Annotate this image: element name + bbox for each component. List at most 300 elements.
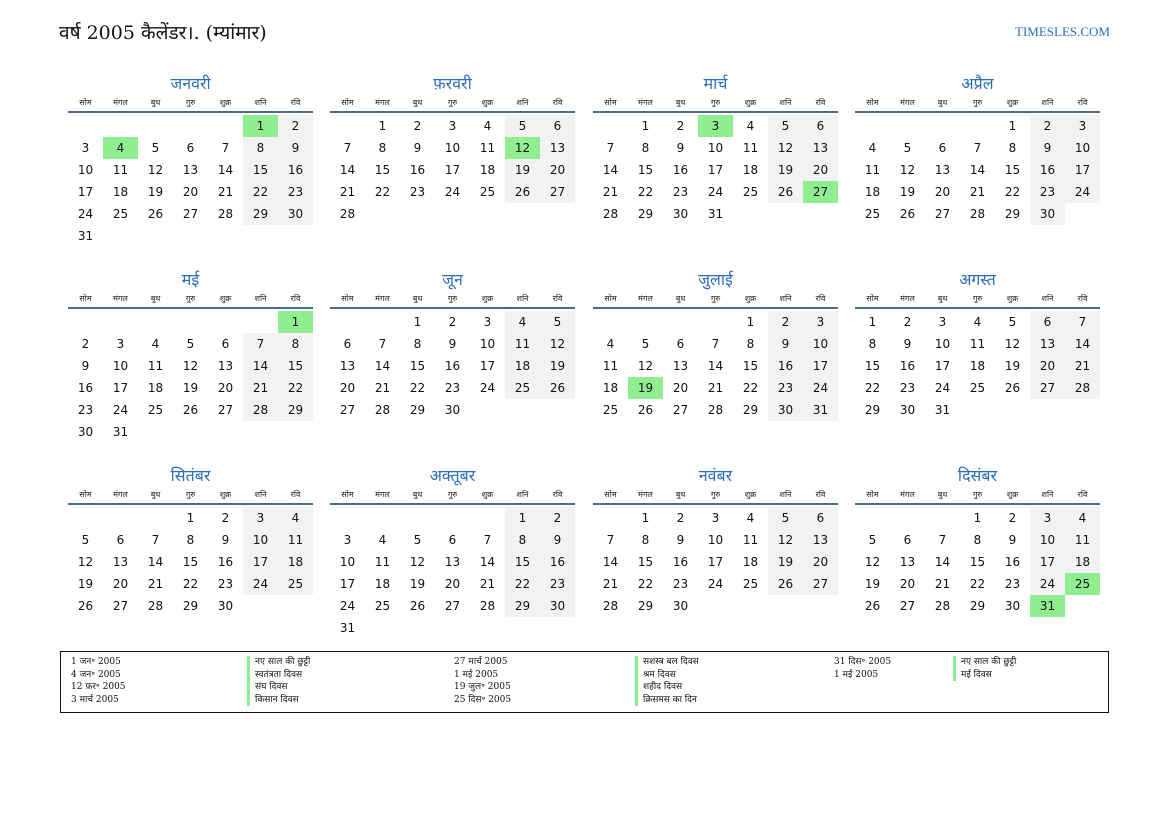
day-cell[interactable]: 23 [409,185,426,199]
day-cell[interactable]: 19 [864,577,881,591]
day-cell[interactable]: 15 [969,555,986,569]
day-cell[interactable]: 13 [112,555,129,569]
day-cell[interactable]: 6 [1030,311,1065,333]
day-cell[interactable]: 10 [243,529,278,551]
day-cell[interactable]: 4 [278,507,313,529]
day-cell[interactable]: 20 [182,185,199,199]
day-cell[interactable]: 18 [742,555,759,569]
day-cell[interactable]: 13 [444,555,461,569]
day-cell[interactable]: 29 [637,599,654,613]
day-cell[interactable]: 5 [1008,315,1017,329]
day-cell[interactable]: 3 [343,533,352,547]
day-cell[interactable]: 7 [483,533,492,547]
day-cell[interactable]: 29 [1004,207,1021,221]
day-cell[interactable]: 27 [803,573,838,595]
day-cell[interactable]: 26 [637,403,654,417]
day-cell[interactable]: 23 [217,577,234,591]
day-cell[interactable]: 8 [505,529,540,551]
day-cell[interactable]: 14 [243,355,278,377]
day-cell[interactable]: 15 [182,555,199,569]
day-cell[interactable]: 21 [707,381,724,395]
day-cell[interactable]: 14 [479,555,496,569]
day-cell[interactable]: 20 [112,577,129,591]
day-cell[interactable]: 19 [768,159,803,181]
day-cell[interactable]: 6 [938,141,947,155]
day-cell[interactable]: 5 [868,533,877,547]
day-cell[interactable]: 11 [479,141,496,155]
day-cell[interactable]: 2 [903,315,912,329]
day-cell[interactable]: 19 [182,381,199,395]
day-cell[interactable]: 11 [602,359,619,373]
day-cell[interactable]: 30 [899,403,916,417]
day-cell[interactable]: 27 [1030,377,1065,399]
day-cell[interactable]: 21 [243,377,278,399]
day-cell[interactable]: 24 [707,185,724,199]
day-cell[interactable]: 5 [768,115,803,137]
day-cell[interactable]: 13 [934,163,951,177]
day-cell[interactable]: 13 [217,359,234,373]
day-cell[interactable]: 18 [602,381,619,395]
day-cell[interactable]: 16 [672,555,689,569]
day-cell[interactable]: 23 [444,381,461,395]
day-cell[interactable]: 10 [112,359,129,373]
day-cell[interactable]: 29 [969,599,986,613]
day-cell[interactable]: 6 [221,337,230,351]
day-cell[interactable]: 4 [606,337,615,351]
day-cell[interactable]: 25 [147,403,164,417]
day-cell[interactable]: 23 [1030,181,1065,203]
day-cell[interactable]: 12 [505,137,540,159]
day-cell[interactable]: 18 [479,163,496,177]
day-cell[interactable]: 3 [81,141,90,155]
day-cell[interactable]: 18 [969,359,986,373]
day-cell[interactable]: 11 [505,333,540,355]
day-cell[interactable]: 10 [803,333,838,355]
day-cell[interactable]: 6 [540,115,575,137]
day-cell[interactable]: 19 [505,159,540,181]
day-cell[interactable]: 16 [409,163,426,177]
day-cell[interactable]: 1 [1008,119,1017,133]
day-cell[interactable]: 2 [676,511,685,525]
day-cell[interactable]: 20 [444,577,461,591]
day-cell[interactable]: 8 [186,533,195,547]
day-cell[interactable]: 18 [864,185,881,199]
day-cell[interactable]: 28 [217,207,234,221]
day-cell[interactable]: 19 [899,185,916,199]
day-cell[interactable]: 28 [969,207,986,221]
day-cell[interactable]: 12 [182,359,199,373]
day-cell[interactable]: 5 [641,337,650,351]
day-cell[interactable]: 11 [864,163,881,177]
day-cell[interactable]: 9 [221,533,230,547]
day-cell[interactable]: 27 [217,403,234,417]
day-cell[interactable]: 1 [413,315,422,329]
day-cell[interactable]: 18 [742,163,759,177]
day-cell[interactable]: 2 [676,119,685,133]
day-cell[interactable]: 9 [413,141,422,155]
day-cell[interactable]: 27 [899,599,916,613]
day-cell[interactable]: 29 [278,399,313,421]
day-cell[interactable]: 2 [448,315,457,329]
day-cell[interactable]: 16 [1004,555,1021,569]
day-cell[interactable]: 1 [868,315,877,329]
day-cell[interactable]: 23 [899,381,916,395]
day-cell[interactable]: 9 [540,529,575,551]
day-cell[interactable]: 18 [1065,551,1100,573]
day-cell[interactable]: 1 [641,511,650,525]
day-cell[interactable]: 16 [278,159,313,181]
day-cell[interactable]: 28 [934,599,951,613]
day-cell[interactable]: 8 [1008,141,1017,155]
day-cell[interactable]: 17 [1065,159,1100,181]
day-cell[interactable]: 7 [938,533,947,547]
day-cell[interactable]: 17 [339,577,356,591]
day-cell[interactable]: 25 [505,377,540,399]
day-cell[interactable]: 4 [378,533,387,547]
day-cell[interactable]: 8 [641,533,650,547]
day-cell[interactable]: 6 [116,533,125,547]
day-cell[interactable]: 9 [676,533,685,547]
day-cell[interactable]: 28 [339,207,356,221]
day-cell[interactable]: 31 [934,403,951,417]
day-cell[interactable]: 19 [77,577,94,591]
day-cell[interactable]: 24 [707,577,724,591]
day-cell[interactable]: 26 [540,377,575,399]
day-cell[interactable]: 15 [505,551,540,573]
day-cell[interactable]: 19 [540,355,575,377]
day-cell[interactable]: 21 [934,577,951,591]
day-cell[interactable]: 14 [602,163,619,177]
day-cell[interactable]: 9 [676,141,685,155]
day-cell[interactable]: 25 [374,599,391,613]
day-cell[interactable]: 12 [1004,337,1021,351]
day-cell[interactable]: 24 [339,599,356,613]
day-cell[interactable]: 10 [707,141,724,155]
day-cell[interactable]: 24 [112,403,129,417]
day-cell[interactable]: 7 [343,141,352,155]
day-cell[interactable]: 10 [339,555,356,569]
day-cell[interactable]: 21 [969,185,986,199]
day-cell[interactable]: 21 [374,381,391,395]
day-cell[interactable]: 23 [540,573,575,595]
day-cell[interactable]: 26 [768,181,803,203]
day-cell[interactable]: 14 [339,163,356,177]
day-cell[interactable]: 25 [278,573,313,595]
day-cell[interactable]: 14 [969,163,986,177]
day-cell[interactable]: 10 [77,163,94,177]
day-cell[interactable]: 16 [1030,159,1065,181]
day-cell[interactable]: 16 [768,355,803,377]
day-cell[interactable]: 5 [81,533,90,547]
day-cell[interactable]: 17 [803,355,838,377]
day-cell[interactable]: 12 [768,137,803,159]
day-cell[interactable]: 31 [339,621,356,635]
day-cell[interactable]: 31 [77,229,94,243]
day-cell[interactable]: 31 [1030,595,1065,617]
day-cell[interactable]: 4 [505,311,540,333]
day-cell[interactable]: 10 [707,533,724,547]
day-cell[interactable]: 2 [413,119,422,133]
day-cell[interactable]: 28 [1065,377,1100,399]
day-cell[interactable]: 12 [637,359,654,373]
day-cell[interactable]: 22 [182,577,199,591]
day-cell[interactable]: 3 [803,311,838,333]
day-cell[interactable]: 20 [803,159,838,181]
day-cell[interactable]: 15 [864,359,881,373]
day-cell[interactable]: 17 [112,381,129,395]
day-cell[interactable]: 13 [803,529,838,551]
day-cell[interactable]: 23 [278,181,313,203]
day-cell[interactable]: 5 [768,507,803,529]
day-cell[interactable]: 21 [147,577,164,591]
day-cell[interactable]: 30 [672,207,689,221]
day-cell[interactable]: 1 [746,315,755,329]
day-cell[interactable]: 15 [637,555,654,569]
day-cell[interactable]: 24 [77,207,94,221]
day-cell[interactable]: 30 [278,203,313,225]
day-cell[interactable]: 7 [606,141,615,155]
day-cell[interactable]: 29 [409,403,426,417]
day-cell[interactable]: 18 [505,355,540,377]
day-cell[interactable]: 12 [768,529,803,551]
day-cell[interactable]: 26 [899,207,916,221]
day-cell[interactable]: 4 [103,137,138,159]
day-cell[interactable]: 11 [1065,529,1100,551]
day-cell[interactable]: 26 [864,599,881,613]
day-cell[interactable]: 13 [339,359,356,373]
day-cell[interactable]: 9 [81,359,90,373]
day-cell[interactable]: 25 [112,207,129,221]
day-cell[interactable]: 3 [698,115,733,137]
day-cell[interactable]: 26 [505,181,540,203]
day-cell[interactable]: 13 [803,137,838,159]
day-cell[interactable]: 6 [676,337,685,351]
day-cell[interactable]: 8 [746,337,755,351]
day-cell[interactable]: 25 [742,577,759,591]
day-cell[interactable]: 1 [186,511,195,525]
day-cell[interactable]: 11 [742,141,759,155]
day-cell[interactable]: 16 [217,555,234,569]
day-cell[interactable]: 21 [602,577,619,591]
day-cell[interactable]: 11 [147,359,164,373]
day-cell[interactable]: 14 [217,163,234,177]
day-cell[interactable]: 20 [1030,355,1065,377]
day-cell[interactable]: 27 [540,181,575,203]
day-cell[interactable]: 22 [1004,185,1021,199]
day-cell[interactable]: 6 [343,337,352,351]
day-cell[interactable]: 3 [448,119,457,133]
day-cell[interactable]: 24 [803,377,838,399]
day-cell[interactable]: 31 [112,425,129,439]
day-cell[interactable]: 28 [243,399,278,421]
day-cell[interactable]: 28 [602,599,619,613]
day-cell[interactable]: 9 [448,337,457,351]
day-cell[interactable]: 24 [1065,181,1100,203]
day-cell[interactable]: 4 [151,337,160,351]
day-cell[interactable]: 3 [1030,507,1065,529]
day-cell[interactable]: 21 [217,185,234,199]
day-cell[interactable]: 5 [903,141,912,155]
day-cell[interactable]: 26 [147,207,164,221]
day-cell[interactable]: 29 [505,595,540,617]
day-cell[interactable]: 20 [803,551,838,573]
day-cell[interactable]: 2 [278,115,313,137]
day-cell[interactable]: 9 [1030,137,1065,159]
day-cell[interactable]: 28 [602,207,619,221]
day-cell[interactable]: 16 [672,163,689,177]
day-cell[interactable]: 16 [444,359,461,373]
day-cell[interactable]: 14 [147,555,164,569]
day-cell[interactable]: 9 [1008,533,1017,547]
day-cell[interactable]: 17 [934,359,951,373]
day-cell[interactable]: 24 [1030,573,1065,595]
day-cell[interactable]: 29 [637,207,654,221]
day-cell[interactable]: 4 [973,315,982,329]
day-cell[interactable]: 7 [711,337,720,351]
day-cell[interactable]: 17 [1030,551,1065,573]
day-cell[interactable]: 26 [182,403,199,417]
day-cell[interactable]: 19 [1004,359,1021,373]
day-cell[interactable]: 21 [479,577,496,591]
day-cell[interactable]: 7 [243,333,278,355]
day-cell[interactable]: 10 [1030,529,1065,551]
day-cell[interactable]: 20 [540,159,575,181]
day-cell[interactable]: 9 [278,137,313,159]
day-cell[interactable]: 17 [479,359,496,373]
day-cell[interactable]: 5 [151,141,160,155]
day-cell[interactable]: 3 [938,315,947,329]
day-cell[interactable]: 1 [278,311,313,333]
day-cell[interactable]: 27 [803,181,838,203]
day-cell[interactable]: 28 [147,599,164,613]
day-cell[interactable]: 23 [672,577,689,591]
day-cell[interactable]: 3 [1065,115,1100,137]
day-cell[interactable]: 7 [221,141,230,155]
day-cell[interactable]: 6 [803,507,838,529]
day-cell[interactable]: 25 [969,381,986,395]
day-cell[interactable]: 14 [374,359,391,373]
day-cell[interactable]: 19 [409,577,426,591]
day-cell[interactable]: 7 [151,533,160,547]
day-cell[interactable]: 8 [973,533,982,547]
day-cell[interactable]: 8 [378,141,387,155]
day-cell[interactable]: 3 [483,315,492,329]
day-cell[interactable]: 1 [505,507,540,529]
day-cell[interactable]: 12 [899,163,916,177]
day-cell[interactable]: 20 [899,577,916,591]
day-cell[interactable]: 27 [934,207,951,221]
day-cell[interactable]: 20 [934,185,951,199]
day-cell[interactable]: 27 [672,403,689,417]
day-cell[interactable]: 9 [903,337,912,351]
day-cell[interactable]: 24 [243,573,278,595]
day-cell[interactable]: 2 [1008,511,1017,525]
day-cell[interactable]: 11 [969,337,986,351]
day-cell[interactable]: 25 [742,185,759,199]
day-cell[interactable]: 25 [479,185,496,199]
day-cell[interactable]: 7 [378,337,387,351]
day-cell[interactable]: 29 [243,203,278,225]
day-cell[interactable]: 6 [803,115,838,137]
day-cell[interactable]: 18 [147,381,164,395]
day-cell[interactable]: 17 [77,185,94,199]
day-cell[interactable]: 12 [409,555,426,569]
day-cell[interactable]: 30 [444,403,461,417]
day-cell[interactable]: 8 [278,333,313,355]
day-cell[interactable]: 14 [1065,333,1100,355]
day-cell[interactable]: 8 [243,137,278,159]
day-cell[interactable]: 22 [505,573,540,595]
day-cell[interactable]: 15 [374,163,391,177]
day-cell[interactable]: 17 [243,551,278,573]
day-cell[interactable]: 23 [768,377,803,399]
day-cell[interactable]: 18 [278,551,313,573]
day-cell[interactable]: 30 [768,399,803,421]
day-cell[interactable]: 15 [1004,163,1021,177]
day-cell[interactable]: 15 [409,359,426,373]
day-cell[interactable]: 5 [505,115,540,137]
day-cell[interactable]: 28 [707,403,724,417]
day-cell[interactable]: 31 [707,207,724,221]
day-cell[interactable]: 21 [339,185,356,199]
day-cell[interactable]: 2 [768,311,803,333]
day-cell[interactable]: 15 [637,163,654,177]
day-cell[interactable]: 20 [217,381,234,395]
day-cell[interactable]: 12 [147,163,164,177]
day-cell[interactable]: 10 [1065,137,1100,159]
day-cell[interactable]: 22 [864,381,881,395]
day-cell[interactable]: 20 [672,381,689,395]
day-cell[interactable]: 27 [444,599,461,613]
day-cell[interactable]: 13 [182,163,199,177]
day-cell[interactable]: 25 [864,207,881,221]
day-cell[interactable]: 22 [742,381,759,395]
day-cell[interactable]: 5 [540,311,575,333]
day-cell[interactable]: 19 [628,377,663,399]
day-cell[interactable]: 4 [746,511,755,525]
day-cell[interactable]: 13 [672,359,689,373]
day-cell[interactable]: 30 [672,599,689,613]
day-cell[interactable]: 3 [116,337,125,351]
day-cell[interactable]: 11 [374,555,391,569]
day-cell[interactable]: 22 [637,185,654,199]
day-cell[interactable]: 13 [899,555,916,569]
day-cell[interactable]: 31 [803,399,838,421]
day-cell[interactable]: 20 [339,381,356,395]
day-cell[interactable]: 4 [746,119,755,133]
day-cell[interactable]: 27 [182,207,199,221]
day-cell[interactable]: 23 [77,403,94,417]
day-cell[interactable]: 22 [637,577,654,591]
day-cell[interactable]: 14 [707,359,724,373]
day-cell[interactable]: 12 [864,555,881,569]
day-cell[interactable]: 11 [742,533,759,547]
day-cell[interactable]: 5 [413,533,422,547]
day-cell[interactable]: 24 [934,381,951,395]
day-cell[interactable]: 26 [768,573,803,595]
day-cell[interactable]: 22 [374,185,391,199]
day-cell[interactable]: 9 [768,333,803,355]
day-cell[interactable]: 15 [742,359,759,373]
day-cell[interactable]: 29 [864,403,881,417]
day-cell[interactable]: 8 [641,141,650,155]
day-cell[interactable]: 26 [409,599,426,613]
day-cell[interactable]: 22 [969,577,986,591]
day-cell[interactable]: 1 [973,511,982,525]
day-cell[interactable]: 30 [77,425,94,439]
day-cell[interactable]: 18 [374,577,391,591]
day-cell[interactable]: 2 [1030,115,1065,137]
